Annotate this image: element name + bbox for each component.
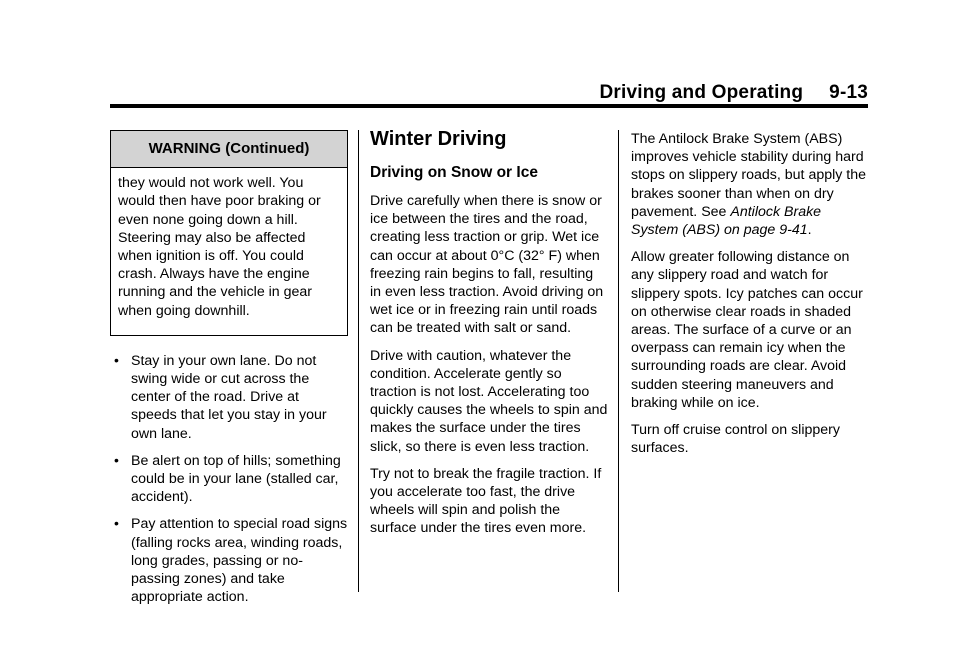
subsection-heading: Driving on Snow or Ice <box>370 164 538 181</box>
list-item-text: Stay in your own lane. Do not swing wide or cut across the center of the road. Drive at speeds that let you stay in your own lane. <box>131 352 327 442</box>
paragraph: Drive carefully when there is snow or ice between the tires and the road, creating less traction or grip. Wet ice can occur at about 0°C (32° F) when freezing rain begins to fall, resulting in even less traction. Avoid driving on wet ice or in freezing rain until roads can be treated with salt or sand. <box>370 193 604 337</box>
page-number: 9-13 <box>829 82 868 103</box>
list-item <box>110 452 348 507</box>
warning-box <box>110 130 348 336</box>
bullet-icon: • <box>114 515 119 532</box>
abs-text: The Antilock Brake System (ABS) improves vehicle stability during hard stops on slippery roads, but apply the brakes sooner than when on dry pavement. See <box>631 131 867 220</box>
list-item <box>110 515 348 606</box>
abs-cross-reference-link[interactable]: Antilock Brake System (ABS) on page 9-41 <box>631 203 822 239</box>
paragraph: Try not to break the fragile traction. If you accelerate too fast, the drive wheels will spin and polish the surface under the tires even more. <box>370 465 602 537</box>
abs-end: . <box>807 222 812 239</box>
left-column <box>110 130 348 615</box>
right-column <box>631 130 869 466</box>
bullet-list <box>110 352 348 607</box>
middle-column <box>370 127 608 547</box>
list-item-text: Be alert on top of hills; something could be in your lane (stalled car, accident). <box>131 452 341 506</box>
warning-title: WARNING (Continued) <box>111 131 347 168</box>
paragraph: Allow greater following distance on any slippery road and watch for slippery spots. Icy patches can occur on otherwise clear roads in shaded areas. The surface of a curve or an overpass can remain icy when the surrounding roads are clear. Avoid sudden steering maneuvers and braking while on ice. <box>631 249 863 411</box>
header-rule <box>110 104 868 108</box>
warning-text: they would not work well. You would then have poor braking or even none going down a hill. Steering may also be affected when ignition is off. You could crash. Always have the engine running and the vehicle in gear when going downhill. <box>118 175 321 319</box>
section-title: Driving and Operating <box>599 82 804 103</box>
paragraph: Turn off cruise control on slippery surfaces. <box>631 422 840 457</box>
warning-body <box>111 168 347 335</box>
paragraph: Drive with caution, whatever the condition. Accelerate gently so traction is not lost. Accelerating too quickly causes the wheels to spin and makes the surface under the tires slick, so there is even less traction. <box>370 347 608 455</box>
abs-paragraph <box>631 130 869 239</box>
bullet-icon: • <box>114 451 119 468</box>
section-heading: Winter Driving <box>370 128 507 150</box>
column-divider-2 <box>618 130 619 592</box>
column-divider-1 <box>358 130 359 592</box>
page-header <box>0 82 868 104</box>
bullet-icon: • <box>114 351 119 368</box>
list-item <box>110 352 348 443</box>
list-item-text: Pay attention to special road signs (falling rocks area, winding roads, long grades, passing or no-passing zones) and take appropriate action. <box>131 516 348 606</box>
